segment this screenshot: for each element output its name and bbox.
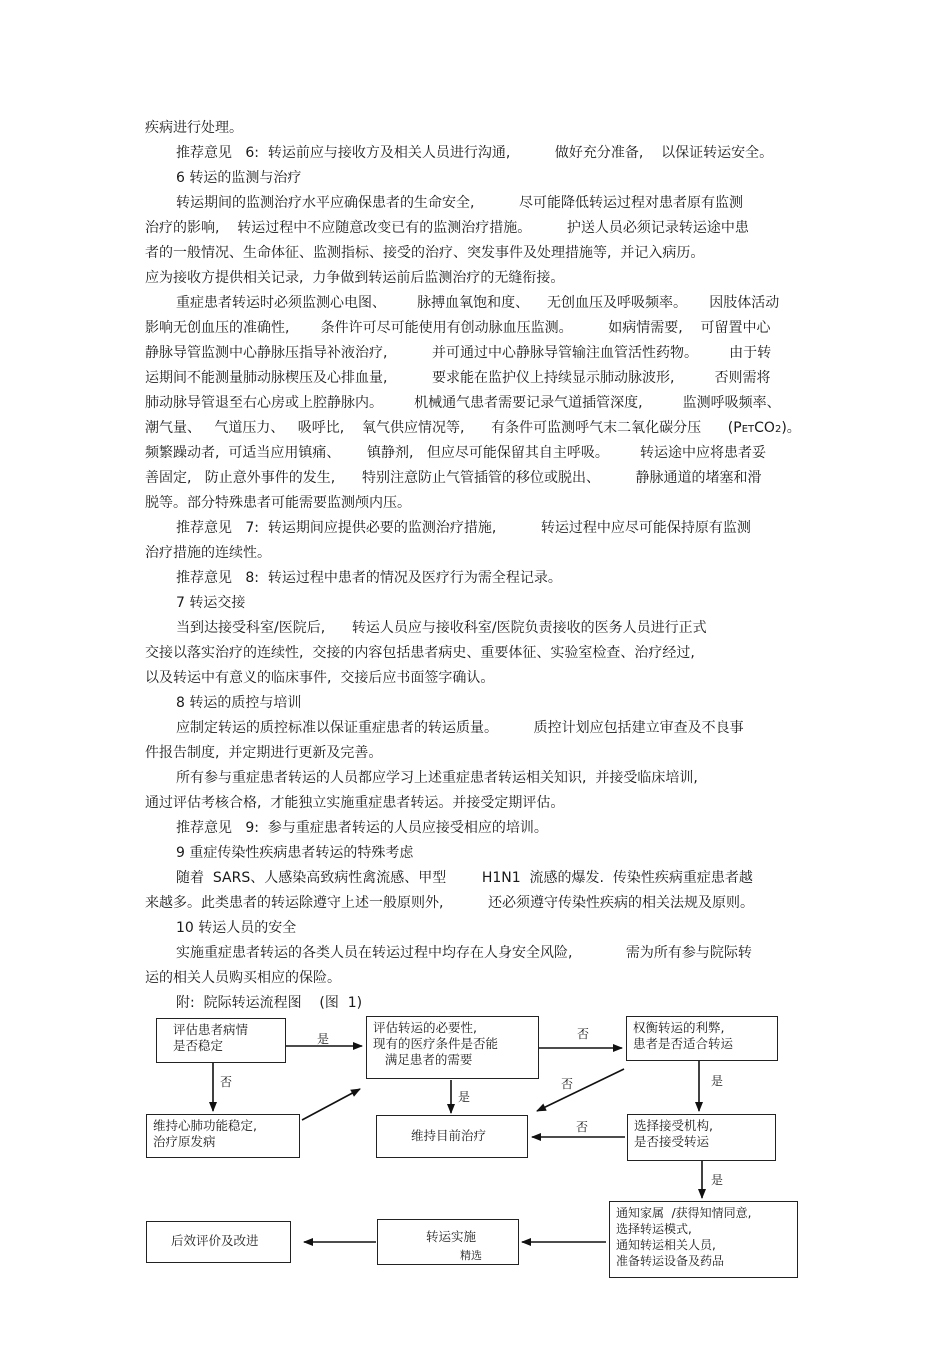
- flow-label-no: 否: [577, 1027, 590, 1041]
- text-line: 所有参与重症患者转运的人员都应学习上述重症患者转运相关知识, 并接受临床培训,: [176, 770, 698, 786]
- flow-box-assess-condition: 评估患者病情 是否稳定: [156, 1018, 286, 1063]
- flow-box-transport: [377, 1219, 519, 1265]
- text-line: 脱等。部分特殊患者可能需要监测颅内压。: [145, 495, 411, 511]
- flow-box-maintain-treatment: 维持目前治疗: [376, 1115, 528, 1158]
- text-line: 当到达接受科室/医院后, 转运人员应与接收科室/医院负责接收的医务人员进行正式: [176, 620, 707, 636]
- text-line: 肺动脉导管退至右心房或上腔静脉内。 机械通气患者需要记录气道插管深度, 监测呼吸频率、: [145, 395, 781, 411]
- subscript: 2: [774, 424, 782, 435]
- recommendation-6: 推荐意见 6: 转运前应与接收方及相关人员进行沟通, 做好充分准备, 以保证转运安全。: [176, 145, 774, 161]
- text-line: 转运期间的监测治疗水平应确保患者的生命安全, 尽可能降低转运过程对患者原有监测: [176, 195, 743, 211]
- text-line: 运期间不能测量肺动脉楔压及心排血量, 要求能在监护仪上持续显示肺动脉波形, 否则需将: [145, 370, 771, 386]
- text-line: 治疗的影响, 转运过程中不应随意改变已有的监测治疗措施。 护送人员必须记录转运途中患: [145, 220, 749, 236]
- section-heading-6: 6 转运的监测与治疗: [176, 170, 302, 186]
- text-fragment: CO: [754, 420, 775, 436]
- text-line: 影响无创血压的准确性, 条件许可尽可能使用有创动脉血压监测。 如病情需要, 可留置中心: [145, 320, 771, 336]
- text-line: 治疗措施的连续性。: [145, 545, 271, 561]
- recommendation-8: 推荐意见 8: 转运过程中患者的情况及医疗行为需全程记录。: [176, 570, 562, 586]
- text-line: 重症患者转运时必须监测心电图、 脉搏血氧饱和度、 无创血压及呼吸频率。 因肢体活动: [176, 295, 780, 311]
- flow-label-no: 否: [576, 1120, 589, 1134]
- flow-label-yes: 是: [711, 1074, 724, 1088]
- text-line: 通过评估考核合格, 才能独立实施重症患者转运。并接受定期评估。: [145, 795, 565, 811]
- flow-box-weigh-risks: 权衡转运的利弊, 患者是否适合转运: [626, 1016, 778, 1061]
- text-line: 静脉导管监测中心静脉压指导补液治疗, 并可通过中心静脉导管输注血管活性药物。 由于转: [145, 345, 772, 361]
- flow-label-no: 否: [561, 1077, 574, 1091]
- text-line: 应为接收方提供相关记录, 力争做到转运前后监测治疗的无缝衔接。: [145, 270, 565, 286]
- recommendation-9: 推荐意见 9: 参与重症患者转运的人员应接受相应的培训。: [176, 820, 548, 836]
- text-fragment: 潮气量、 气道压力、 吸呼比, 氧气供应情况等, 有条件可监测呼气末二氧化碳分压 (P: [145, 420, 742, 436]
- text-line: 者的一般情况、生命体征、监测指标、接受的治疗、突发事件及处理措施等, 并记入病历。: [145, 245, 705, 261]
- text-line: 善固定, 防止意外事件的发生, 特别注意防止气管插管的移位或脱出、 静脉通道的堵塞和滑: [145, 470, 762, 486]
- text-line: 以及转运中有意义的临床事件, 交接后应书面签字确认。: [145, 670, 495, 686]
- section-heading-10: 10 转运人员的安全: [176, 920, 297, 936]
- flow-box-assess-necessity: 评估转运的必要性, 现有的医疗条件是否能 满足患者的需要: [366, 1016, 539, 1079]
- text-line: 实施重症患者转运的各类人员在转运过程中均存在人身安全风险, 需为所有参与院际转: [176, 945, 752, 961]
- flow-box-transport-label: 转运实施: [426, 1229, 477, 1244]
- text-line: 交接以落实治疗的连续性, 交接的内容包括患者病史、重要体征、实验室检查、治疗经过,: [145, 645, 695, 661]
- flow-stamp-text: 精选: [460, 1249, 482, 1262]
- section-heading-8: 8 转运的质控与培训: [176, 695, 302, 711]
- arrow-b3-to-b5: [537, 1069, 624, 1111]
- recommendation-7: 推荐意见 7: 转运期间应提供必要的监测治疗措施, 转运过程中应尽可能保持原有监测: [176, 520, 751, 536]
- flow-label-yes: 是: [458, 1090, 471, 1104]
- figure-caption: 附: 院际转运流程图 (图 1): [176, 995, 363, 1011]
- flow-label-yes: 是: [317, 1032, 330, 1046]
- subscript: ET: [741, 424, 755, 435]
- text-line: 运的相关人员购买相应的保险。: [145, 970, 341, 986]
- flow-box-notify-prepare: 通知家属 /获得知情同意, 选择转运模式, 通知转运相关人员, 准备转运设备及药品: [609, 1201, 798, 1278]
- text-line: 随着 SARS、人感染高致病性禽流感、甲型 H1N1 流感的爆发. 传染性疾病重症患者越: [176, 870, 753, 886]
- text-line: 疾病进行处理。: [145, 120, 243, 136]
- flow-label-no: 否: [220, 1075, 233, 1089]
- text-fragment: )。: [781, 420, 801, 436]
- text-line: 应制定转运的质控标准以保证重症患者的转运质量。 质控计划应包括建立审查及不良事: [176, 720, 744, 736]
- arrow-b4-to-b2: [302, 1089, 360, 1120]
- text-line: 件报告制度, 并定期进行更新及完善。: [145, 745, 383, 761]
- flow-box-select-receiver: 选择接受机构, 是否接受转运: [627, 1114, 776, 1161]
- section-heading-9: 9 重症传染性疾病患者转运的特殊考虑: [176, 845, 414, 861]
- flow-box-evaluate-improve: 后效评价及改进: [146, 1221, 291, 1263]
- flow-label-yes: 是: [711, 1173, 724, 1187]
- flow-box-maintain-function: 维持心肺功能稳定, 治疗原发病: [146, 1114, 300, 1158]
- text-line: 频繁躁动者, 可适当应用镇痛、 镇静剂, 但应尽可能保留其自主呼吸。 转运途中应将患者妥: [145, 445, 767, 461]
- section-heading-7: 7 转运交接: [176, 595, 246, 611]
- text-line: 来越多。此类患者的转运除遵守上述一般原则外, 还必须遵守传染性疾病的相关法规及原则。: [145, 895, 754, 911]
